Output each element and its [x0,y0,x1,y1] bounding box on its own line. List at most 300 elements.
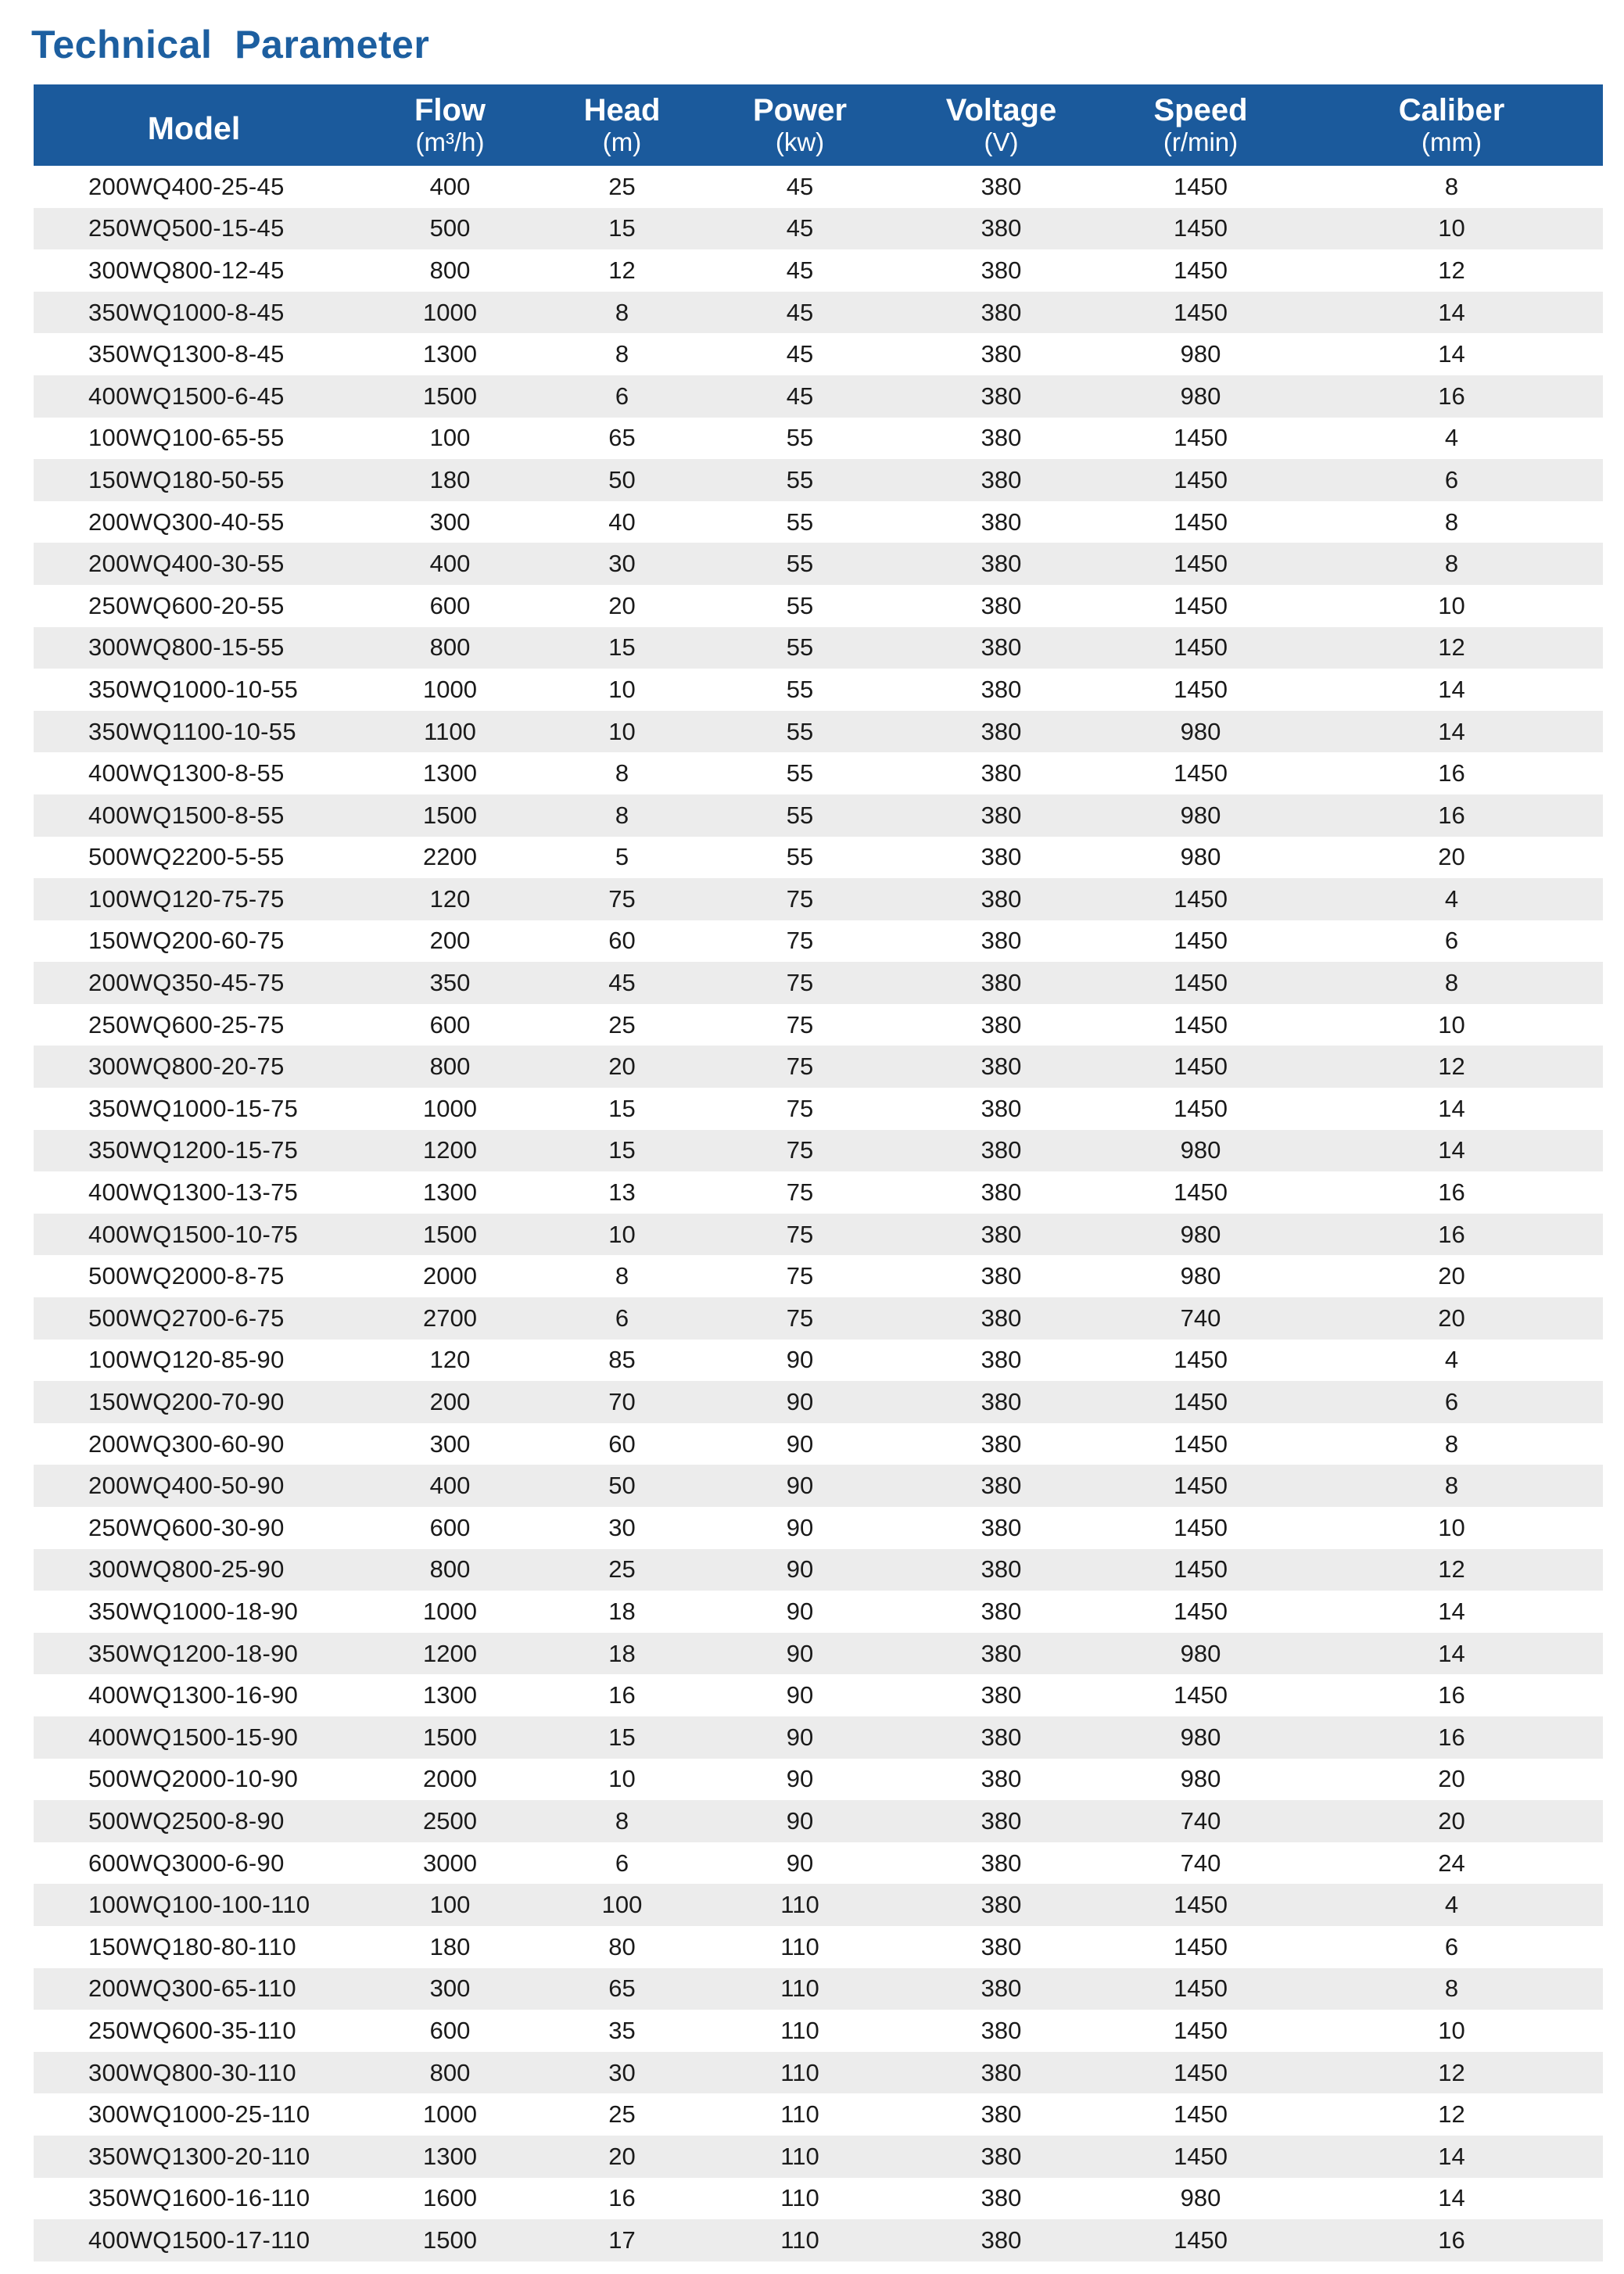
cell-voltage: 380 [980,675,1022,703]
cell-power: 110 [780,1891,819,1919]
cell-model: 100WQ120-85-90 [88,1346,285,1374]
table-row [34,1800,1603,1842]
cell-speed: 1450 [1174,1932,1228,1960]
cell-voltage: 380 [980,717,1022,745]
cell-head: 80 [608,1932,636,1960]
cell-caliber: 8 [1444,172,1459,200]
table-row [34,1255,1603,1297]
cell-caliber: 6 [1444,1388,1459,1416]
cell-flow: 200 [429,927,471,955]
cell-flow: 300 [429,1429,471,1458]
cell-power: 90 [786,1429,814,1458]
cell-power: 75 [786,1178,814,1207]
cell-speed: 980 [1180,340,1221,368]
cell-power: 75 [786,1053,814,1081]
cell-power: 45 [786,298,814,326]
cell-power: 45 [786,256,814,284]
cell-head: 8 [615,340,629,368]
table-row [34,292,1603,334]
cell-flow: 600 [429,591,471,619]
cell-flow: 800 [429,256,471,284]
cell-speed: 740 [1180,1304,1221,1332]
cell-model: 350WQ1000-15-75 [88,1094,299,1122]
column-header-caliber [1300,84,1603,166]
cell-voltage: 380 [980,1765,1022,1793]
cell-caliber: 14 [1438,340,1465,368]
cell-voltage: 380 [980,1220,1022,1248]
cell-flow: 2000 [423,1765,477,1793]
cell-speed: 1450 [1174,2058,1228,2086]
cell-speed: 980 [1180,1262,1221,1290]
cell-voltage: 380 [980,1723,1022,1751]
cell-model: 400WQ1500-10-75 [88,1220,299,1248]
cell-model: 400WQ1500-8-55 [88,801,285,829]
cell-caliber: 12 [1438,2058,1465,2086]
cell-caliber: 8 [1444,550,1459,578]
cell-model: 350WQ1300-20-110 [88,2142,310,2170]
table-row [34,166,1603,208]
cell-voltage: 380 [980,1388,1022,1416]
cell-speed: 980 [1180,1220,1221,1248]
cell-power: 55 [786,717,814,745]
table-row [34,2093,1603,2136]
cell-speed: 1450 [1174,550,1228,578]
cell-flow: 1100 [424,717,476,745]
cell-model: 150WQ180-80-110 [88,1932,296,1960]
cell-power: 90 [786,1849,814,1877]
cell-voltage: 380 [980,424,1022,452]
cell-head: 10 [608,1220,636,1248]
cell-speed: 740 [1180,1806,1221,1835]
cell-voltage: 380 [980,508,1022,536]
cell-model: 350WQ1000-8-45 [88,298,285,326]
cell-speed: 1450 [1174,1681,1228,1709]
cell-caliber: 16 [1438,801,1465,829]
column-header-label: Speed [1153,93,1248,127]
cell-caliber: 16 [1438,1723,1465,1751]
cell-voltage: 380 [980,2226,1022,2254]
cell-model: 100WQ100-65-55 [88,424,285,452]
cell-caliber: 16 [1438,2226,1465,2254]
column-header-unit: (m) [602,127,642,156]
cell-caliber: 8 [1444,1472,1459,1500]
table-row [34,1088,1603,1130]
table-row [34,1884,1603,1926]
cell-head: 25 [608,172,636,200]
table-row [34,878,1603,920]
cell-head: 40 [608,508,636,536]
cell-speed: 1450 [1174,1388,1228,1416]
cell-flow: 1500 [423,1723,477,1751]
cell-power: 110 [780,2226,819,2254]
cell-speed: 980 [1180,843,1221,871]
cell-model: 200WQ300-65-110 [88,1975,296,2003]
cell-head: 6 [615,1304,629,1332]
cell-power: 75 [786,927,814,955]
cell-flow: 1000 [423,675,477,703]
column-header-power [698,84,902,166]
cell-caliber: 10 [1438,1010,1465,1038]
table-row [34,1591,1603,1633]
cell-head: 16 [608,1681,636,1709]
table-row [34,669,1603,711]
cell-voltage: 380 [980,759,1022,787]
cell-flow: 600 [429,1513,471,1541]
cell-caliber: 14 [1438,2142,1465,2170]
cell-speed: 1450 [1174,759,1228,787]
cell-head: 35 [608,2016,636,2044]
cell-speed: 1450 [1174,591,1228,619]
cell-power: 90 [786,1555,814,1584]
cell-head: 15 [608,1136,636,1164]
cell-power: 110 [780,2184,819,2212]
cell-voltage: 380 [980,884,1022,913]
cell-flow: 800 [429,1555,471,1584]
column-header-label: Flow [414,93,486,127]
column-header-unit: (V) [984,127,1019,156]
cell-voltage: 380 [980,214,1022,242]
cell-head: 65 [608,1975,636,2003]
cell-caliber: 20 [1438,1806,1465,1835]
cell-caliber: 4 [1444,1346,1459,1374]
cell-voltage: 380 [980,633,1022,662]
cell-model: 400WQ1500-17-110 [88,2226,310,2254]
cell-head: 60 [608,1429,636,1458]
table-row [34,920,1603,963]
cell-model: 500WQ2700-6-75 [88,1304,285,1332]
cell-flow: 1300 [423,759,477,787]
cell-head: 12 [608,256,636,284]
cell-model: 350WQ1000-18-90 [88,1597,299,1625]
cell-flow: 600 [429,1010,471,1038]
cell-head: 25 [608,1010,636,1038]
cell-speed: 1450 [1174,1472,1228,1500]
cell-caliber: 16 [1438,1681,1465,1709]
cell-flow: 1300 [423,2142,477,2170]
table-row [34,1842,1603,1885]
cell-voltage: 380 [980,1681,1022,1709]
cell-head: 18 [608,1597,636,1625]
cell-flow: 200 [429,1388,471,1416]
cell-head: 16 [608,2184,636,2212]
cell-flow: 400 [429,172,471,200]
cell-power: 90 [786,1765,814,1793]
cell-voltage: 380 [980,801,1022,829]
cell-model: 150WQ200-60-75 [88,927,285,955]
cell-power: 75 [786,1220,814,1248]
cell-voltage: 380 [980,1262,1022,1290]
cell-power: 45 [786,214,814,242]
cell-flow: 180 [429,1932,471,1960]
table-row [34,2178,1603,2220]
cell-model: 100WQ100-100-110 [88,1891,310,1919]
table-row [34,2219,1603,2261]
table-row [34,1297,1603,1340]
cell-model: 350WQ1000-10-55 [88,675,299,703]
cell-power: 55 [786,550,814,578]
cell-flow: 500 [429,214,471,242]
cell-voltage: 380 [980,1597,1022,1625]
cell-power: 75 [786,1094,814,1122]
cell-head: 8 [615,801,629,829]
cell-speed: 1450 [1174,1975,1228,2003]
table-header-row [34,84,1603,166]
table-row [34,333,1603,375]
cell-flow: 1500 [423,801,477,829]
cell-head: 50 [608,1472,636,1500]
cell-power: 45 [786,172,814,200]
cell-caliber: 10 [1438,2016,1465,2044]
cell-power: 55 [786,465,814,493]
cell-flow: 1500 [423,382,477,410]
cell-flow: 2500 [423,1806,477,1835]
cell-speed: 1450 [1174,675,1228,703]
cell-head: 50 [608,465,636,493]
cell-voltage: 380 [980,340,1022,368]
table-row [34,627,1603,669]
cell-caliber: 14 [1438,675,1465,703]
cell-caliber: 14 [1438,1094,1465,1122]
column-header-label: Model [147,110,241,146]
cell-voltage: 380 [980,1513,1022,1541]
cell-caliber: 20 [1438,843,1465,871]
column-header-label: Voltage [945,93,1057,127]
cell-power: 90 [786,1806,814,1835]
cell-speed: 1450 [1174,2016,1228,2044]
table-row [34,208,1603,250]
cell-head: 70 [608,1388,636,1416]
column-header-unit: (r/min) [1163,127,1239,156]
cell-model: 500WQ2200-5-55 [88,843,285,871]
cell-power: 55 [786,759,814,787]
cell-head: 8 [615,1806,629,1835]
cell-voltage: 380 [980,1555,1022,1584]
cell-model: 200WQ400-50-90 [88,1472,285,1500]
cell-caliber: 8 [1444,1429,1459,1458]
cell-speed: 980 [1180,1639,1221,1667]
cell-model: 300WQ800-20-75 [88,1053,285,1081]
cell-model: 350WQ1100-10-55 [88,717,296,745]
table-row [34,543,1603,585]
cell-flow: 400 [429,1472,471,1500]
cell-head: 10 [608,675,636,703]
cell-head: 6 [615,1849,629,1877]
cell-caliber: 6 [1444,1932,1459,1960]
table-row [34,2010,1603,2052]
cell-caliber: 12 [1438,1053,1465,1081]
cell-voltage: 380 [980,2142,1022,2170]
cell-voltage: 380 [980,298,1022,326]
cell-speed: 1450 [1174,256,1228,284]
cell-head: 20 [608,2142,636,2170]
cell-power: 55 [786,424,814,452]
table-row [34,375,1603,418]
cell-model: 350WQ1200-15-75 [88,1136,299,1164]
table-row [34,1633,1603,1675]
cell-head: 8 [615,298,629,326]
cell-speed: 980 [1180,1136,1221,1164]
cell-power: 90 [786,1723,814,1751]
cell-flow: 180 [429,465,471,493]
cell-model: 400WQ1500-15-90 [88,1723,299,1751]
cell-speed: 1450 [1174,298,1228,326]
cell-model: 400WQ1500-6-45 [88,382,285,410]
cell-head: 25 [608,1555,636,1584]
cell-power: 110 [780,2100,819,2129]
cell-speed: 1450 [1174,633,1228,662]
cell-caliber: 20 [1438,1304,1465,1332]
table-row [34,1716,1603,1759]
table-row [34,1968,1603,2010]
cell-speed: 1450 [1174,1094,1228,1122]
cell-power: 55 [786,591,814,619]
cell-voltage: 380 [980,591,1022,619]
cell-flow: 1300 [423,1681,477,1709]
cell-voltage: 380 [980,172,1022,200]
cell-caliber: 24 [1438,1849,1465,1877]
cell-voltage: 380 [980,550,1022,578]
cell-flow: 2000 [423,1262,477,1290]
cell-model: 200WQ300-40-55 [88,508,285,536]
cell-flow: 1000 [423,298,477,326]
cell-power: 55 [786,801,814,829]
cell-speed: 1450 [1174,508,1228,536]
cell-caliber: 14 [1438,1639,1465,1667]
cell-voltage: 380 [980,1346,1022,1374]
cell-flow: 1000 [423,1597,477,1625]
cell-flow: 3000 [423,1849,477,1877]
cell-speed: 1450 [1174,172,1228,200]
cell-caliber: 8 [1444,969,1459,997]
column-header-head [546,84,698,166]
column-header-flow [354,84,546,166]
cell-speed: 1450 [1174,2226,1228,2254]
cell-model: 250WQ600-30-90 [88,1513,285,1541]
cell-caliber: 20 [1438,1765,1465,1793]
cell-voltage: 380 [980,1178,1022,1207]
cell-flow: 120 [429,1346,471,1374]
cell-voltage: 380 [980,1849,1022,1877]
cell-speed: 980 [1180,801,1221,829]
cell-voltage: 380 [980,1932,1022,1960]
cell-head: 18 [608,1639,636,1667]
cell-caliber: 12 [1438,256,1465,284]
cell-model: 350WQ1600-16-110 [88,2184,310,2212]
table-row [34,962,1603,1004]
table-row [34,2052,1603,2094]
cell-flow: 800 [429,1053,471,1081]
cell-power: 110 [780,2016,819,2044]
cell-model: 250WQ600-35-110 [88,2016,296,2044]
table-row [34,711,1603,753]
cell-speed: 980 [1180,717,1221,745]
cell-caliber: 6 [1444,465,1459,493]
cell-caliber: 8 [1444,508,1459,536]
column-header-unit: (mm) [1421,127,1482,156]
column-header-speed [1101,84,1300,166]
cell-model: 300WQ800-12-45 [88,256,285,284]
cell-flow: 300 [429,508,471,536]
cell-head: 10 [608,717,636,745]
cell-model: 400WQ1300-8-55 [88,759,285,787]
cell-voltage: 380 [980,1094,1022,1122]
cell-power: 75 [786,1136,814,1164]
cell-voltage: 380 [980,1472,1022,1500]
cell-head: 20 [608,591,636,619]
cell-speed: 980 [1180,1765,1221,1793]
cell-voltage: 380 [980,1806,1022,1835]
cell-caliber: 10 [1438,591,1465,619]
table-row [34,752,1603,794]
cell-head: 5 [615,843,629,871]
cell-speed: 1450 [1174,969,1228,997]
column-header-model [34,84,354,166]
cell-caliber: 20 [1438,1262,1465,1290]
cell-power: 90 [786,1388,814,1416]
table-row [34,1214,1603,1256]
cell-caliber: 12 [1438,1555,1465,1584]
cell-power: 110 [780,2142,819,2170]
cell-flow: 1500 [423,2226,477,2254]
cell-flow: 1000 [423,2100,477,2129]
cell-model: 400WQ1300-13-75 [88,1178,299,1207]
cell-voltage: 380 [980,256,1022,284]
table-row [34,1340,1603,1382]
cell-head: 20 [608,1053,636,1081]
cell-model: 200WQ300-60-90 [88,1429,285,1458]
cell-speed: 740 [1180,1849,1221,1877]
table-row [34,794,1603,837]
cell-model: 250WQ600-20-55 [88,591,285,619]
cell-model: 500WQ2500-8-90 [88,1806,285,1835]
table-row [34,1759,1603,1801]
cell-power: 55 [786,675,814,703]
column-header-unit: (kw) [775,127,825,156]
cell-flow: 120 [429,884,471,913]
cell-model: 300WQ800-25-90 [88,1555,285,1584]
cell-head: 6 [615,382,629,410]
cell-flow: 800 [429,2058,471,2086]
cell-flow: 800 [429,633,471,662]
cell-model: 350WQ1300-8-45 [88,340,285,368]
cell-power: 90 [786,1597,814,1625]
table-row [34,585,1603,627]
cell-power: 110 [780,1932,819,1960]
table-row [34,1130,1603,1172]
cell-head: 30 [608,1513,636,1541]
cell-model: 300WQ1000-25-110 [88,2100,310,2129]
cell-voltage: 380 [980,1136,1022,1164]
cell-model: 200WQ350-45-75 [88,969,285,997]
cell-model: 500WQ2000-8-75 [88,1262,285,1290]
cell-speed: 1450 [1174,927,1228,955]
cell-speed: 1450 [1174,1346,1228,1374]
cell-power: 45 [786,382,814,410]
cell-caliber: 16 [1438,1178,1465,1207]
cell-flow: 2700 [423,1304,477,1332]
cell-model: 150WQ200-70-90 [88,1388,285,1416]
table-row [34,1549,1603,1591]
column-header-label: Head [583,93,661,127]
cell-flow: 350 [429,969,471,997]
table-body [34,166,1603,2261]
cell-power: 75 [786,969,814,997]
table-row [34,837,1603,879]
cell-power: 110 [780,2058,819,2086]
cell-flow: 100 [429,424,471,452]
cell-speed: 1450 [1174,2142,1228,2170]
cell-model: 350WQ1200-18-90 [88,1639,299,1667]
